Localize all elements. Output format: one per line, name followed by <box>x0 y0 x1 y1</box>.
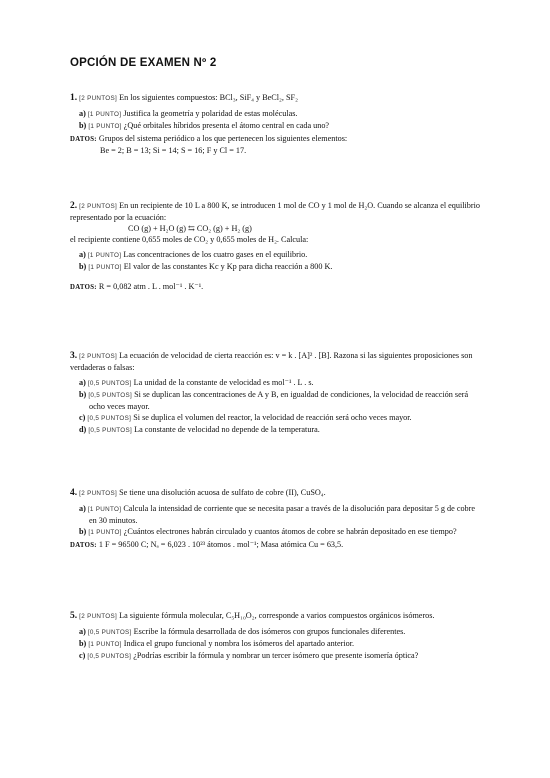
question-5-parts <box>70 626 482 662</box>
part-points: [0,5 PUNTOS] <box>87 629 132 636</box>
part-points: [0,5 PUNTOS] <box>88 392 133 399</box>
question-3 <box>70 350 482 436</box>
question-number: 1. <box>70 93 78 103</box>
part-label: d) <box>79 425 87 434</box>
question-3-parts <box>70 377 482 436</box>
part-text: Indica el grupo funcional y nombra los isómeros del apartado anterior. <box>123 639 355 648</box>
part-label: b) <box>79 262 87 271</box>
part-points: [1 PUNTO] <box>88 123 122 130</box>
equilibrium-equation: CO (g) + H₂O (g) ⇆ CO₂ (g) + H₂ (g) <box>128 224 252 233</box>
part-c <box>79 412 482 424</box>
question-number: 5. <box>70 611 78 621</box>
question-number: 4. <box>70 488 78 498</box>
part-points: [0,5 PUNTOS] <box>87 415 132 422</box>
part-a <box>79 377 482 389</box>
question-1-statement <box>70 92 482 104</box>
part-a <box>79 108 482 120</box>
part-points: [1 PUNTO] <box>88 529 122 536</box>
question-points: [2 PUNTOS] <box>79 613 118 620</box>
part-text: Las concentraciones de los cuatro gases en el equilibrio. <box>123 250 308 259</box>
data-text: Grupos del sistema periódico a los que pertenecen los siguientes elementos: <box>98 134 348 143</box>
part-b <box>79 120 482 132</box>
question-text-continued: el recipiente contiene 0,655 moles de CO₂ y 0,655 moles de H₂. Calcula: <box>70 235 309 244</box>
part-label: a) <box>79 504 86 513</box>
part-text: Escribe la fórmula desarrollada de dos isómeros con grupos funcionales diferentes. <box>133 627 406 636</box>
question-4-statement <box>70 487 482 499</box>
part-points: [1 PUNTO] <box>88 264 122 271</box>
question-points: [2 PUNTOS] <box>79 203 118 210</box>
part-label: b) <box>79 527 87 536</box>
question-1 <box>70 92 482 156</box>
part-points: [1 PUNTO] <box>87 252 122 259</box>
question-2-parts <box>70 249 482 273</box>
part-points: [0,5 PUNTOS] <box>87 380 132 387</box>
question-text: En un recipiente de 10 L a 800 K, se introducen 1 mol de CO y 1 mol de H₂O. Cuando se alcanza el equilibrio representado por la ecuación: <box>70 201 480 222</box>
question-number: 2. <box>70 201 78 211</box>
part-label: b) <box>79 390 87 399</box>
part-text: ¿Podrías escribir la fórmula y nombrar un tercer isómero que presente isomería óptica? <box>133 651 419 660</box>
part-text: El valor de las constantes Kc y Kp para dicha reacción a 800 K. <box>123 262 333 271</box>
question-4 <box>70 487 482 551</box>
question-3-statement <box>70 350 482 373</box>
part-d <box>79 424 482 436</box>
part-b <box>79 638 482 650</box>
data-label: DATOS: <box>70 136 97 143</box>
part-points: [1 PUNTO] <box>88 641 122 648</box>
part-text: ¿Qué orbitales híbridos presenta el átomo central en cada uno? <box>123 121 330 130</box>
question-5-statement <box>70 610 482 622</box>
data-label: DATOS: <box>70 542 97 549</box>
page-title: OPCIÓN DE EXAMEN Nº 2 <box>70 57 217 69</box>
part-points: [0,5 PUNTOS] <box>88 427 133 434</box>
part-label: b) <box>79 121 87 130</box>
data-line: Be = 2; B = 13; Si = 14; S = 16; F y Cl = 17. <box>100 146 247 155</box>
question-2-data <box>70 281 482 293</box>
data-text: 1 F = 96500 C; Nₐ = 6,023 . 10²³ átomos . mol⁻¹; Masa atómica Cu = 63,5. <box>98 540 344 549</box>
part-label: a) <box>79 109 86 118</box>
question-2 <box>70 200 482 293</box>
question-number: 3. <box>70 351 78 361</box>
part-label: b) <box>79 639 87 648</box>
question-text: La ecuación de velocidad de cierta reacción es: v = k . [A]² . [B]. Razona si las siguientes proposiciones son verdaderas o falsas: <box>70 351 473 372</box>
question-4-parts <box>70 503 482 538</box>
question-2-statement <box>70 200 482 245</box>
question-points: [2 PUNTOS] <box>79 95 118 102</box>
part-points: [0,5 PUNTOS] <box>87 653 132 660</box>
part-text: Si se duplica el volumen del reactor, la velocidad de reacción será ocho veces mayor. <box>133 413 412 422</box>
question-5 <box>70 610 482 662</box>
part-b <box>79 526 482 538</box>
part-b <box>79 261 482 273</box>
part-text: Si se duplican las concentraciones de A y B, en igualdad de condiciones, la velocidad de reacción será ocho veces mayor. <box>89 390 469 411</box>
part-text: La constante de velocidad no depende de la temperatura. <box>134 425 320 434</box>
part-text: La unidad de la constante de velocidad es mol⁻¹ . L . s. <box>133 378 314 387</box>
part-label: c) <box>79 651 86 660</box>
question-points: [2 PUNTOS] <box>79 490 118 497</box>
part-label: a) <box>79 378 86 387</box>
part-a <box>79 503 482 526</box>
part-b <box>79 389 482 412</box>
part-a <box>79 626 482 638</box>
question-text: La siguiente fórmula molecular, C₅H₁₀O₂, corresponde a varios compuestos orgánicos isómeros. <box>119 611 435 620</box>
question-1-data <box>70 133 482 156</box>
part-a <box>79 249 482 261</box>
part-label: a) <box>79 627 86 636</box>
part-text: Calcula la intensidad de corriente que se necesita pasar a través de la disolución para depositar 5 g de cobre en 30 minutos. <box>89 504 476 525</box>
question-4-data <box>70 539 482 551</box>
question-1-parts <box>70 108 482 132</box>
part-text: Justifica la geometría y polaridad de estas moléculas. <box>123 109 298 118</box>
data-text: R = 0,082 atm . L . mol⁻¹ . K⁻¹. <box>98 282 204 291</box>
part-points: [1 PUNTO] <box>87 506 122 513</box>
question-text: En los siguientes compuestos: BCl₃, SiF₄ y BeCl₂, SF₂ <box>119 93 298 102</box>
part-c <box>79 650 482 662</box>
question-text: Se tiene una disolución acuosa de sulfato de cobre (II), CuSO₄. <box>119 488 326 497</box>
part-label: c) <box>79 413 86 422</box>
data-label: DATOS: <box>70 284 97 291</box>
part-text: ¿Cuántos electrones habrán circulado y cuantos átomos de cobre se habrán depositado en ese tiempo? <box>123 527 457 536</box>
question-points: [2 PUNTOS] <box>79 353 118 360</box>
part-label: a) <box>79 250 86 259</box>
part-points: [1 PUNTO] <box>87 111 122 118</box>
